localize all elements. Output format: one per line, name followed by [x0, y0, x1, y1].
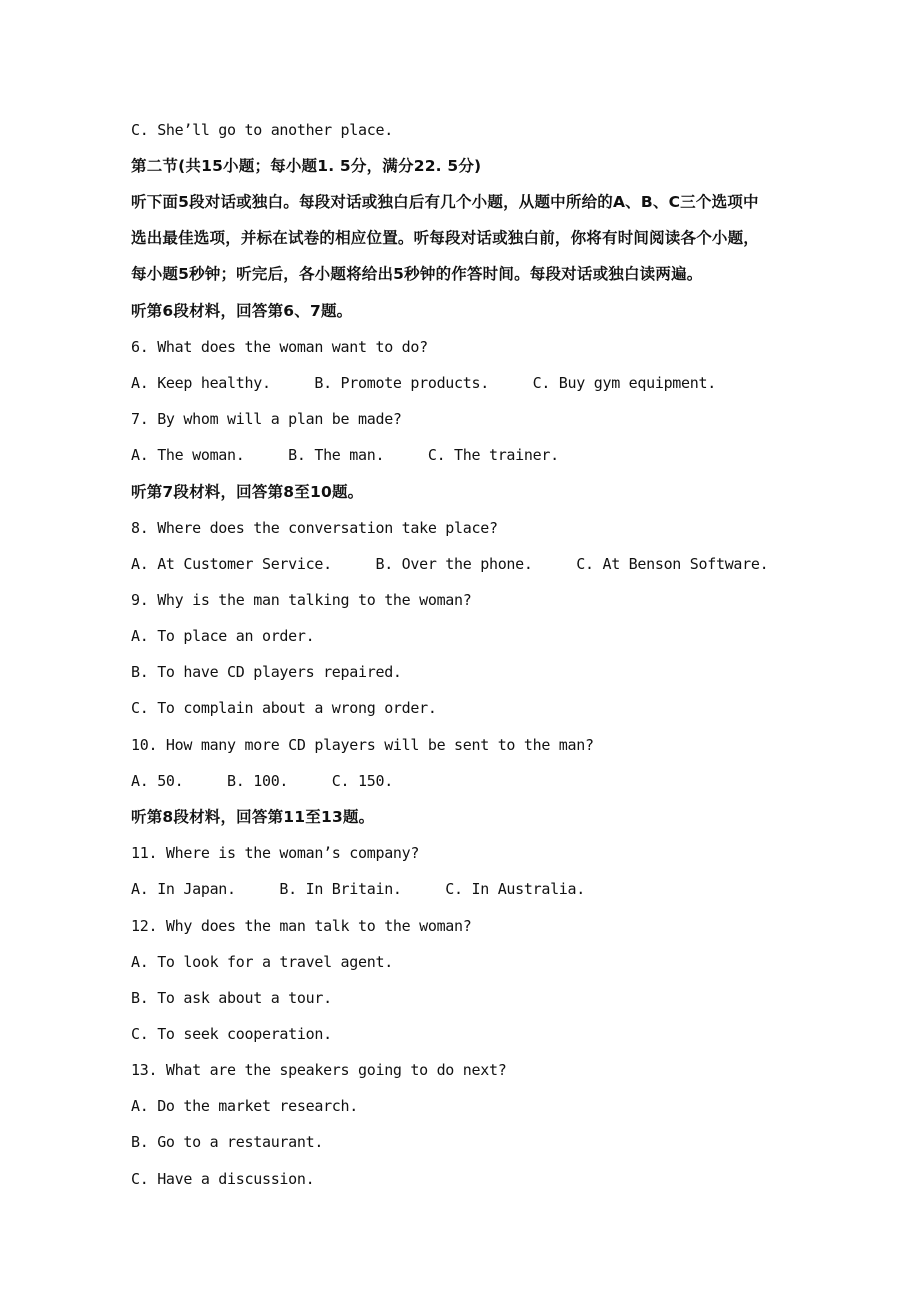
options-line: A. The woman. B. The man. C. The trainer.	[131, 446, 559, 464]
section-heading: 第二节(共15小题；每小题1. 5分，满分22. 5分)	[131, 157, 482, 175]
question-line: 11. Where is the woman’s company?	[131, 844, 420, 862]
question-line: 12. Why does the man talk to the woman?	[131, 917, 472, 935]
option-line: C. To complain about a wrong order.	[131, 699, 437, 717]
question-line: 10. How many more CD players will be sent to the man?	[131, 736, 594, 754]
option-line: A. To look for a travel agent.	[131, 953, 393, 971]
instruction-line: 每小题5秒钟；听完后，各小题将给出5秒钟的作答时间。每段对话或独白读两遍。	[131, 265, 703, 283]
question-line: 6. What does the woman want to do?	[131, 338, 428, 356]
question-line: 9. Why is the man talking to the woman?	[131, 591, 472, 609]
option-line: B. To have CD players repaired.	[131, 663, 402, 681]
options-line: A. In Japan. B. In Britain. C. In Australia.	[131, 880, 586, 898]
material-heading: 听第6段材料，回答第6、7题。	[131, 302, 353, 320]
instruction-line: 选出最佳选项，并标在试卷的相应位置。听每段对话或独白前，你将有时间阅读各个小题，	[131, 229, 760, 247]
question-line: 7. By whom will a plan be made?	[131, 410, 402, 428]
options-line: A. Keep healthy. B. Promote products. C. Buy gym equipment.	[131, 374, 716, 392]
material-heading: 听第8段材料，回答第11至13题。	[131, 808, 375, 826]
question-line: 13. What are the speakers going to do next?	[131, 1061, 507, 1079]
option-line: C. She’ll go to another place.	[131, 121, 393, 139]
options-line: A. At Customer Service. B. Over the phone. C. At Benson Software.	[131, 555, 769, 573]
material-heading: 听第7段材料，回答第8至10题。	[131, 483, 364, 501]
options-line: A. 50. B. 100. C. 150.	[131, 772, 393, 790]
option-line: A. Do the market research.	[131, 1097, 359, 1115]
option-line: C. To seek cooperation.	[131, 1025, 332, 1043]
question-line: 8. Where does the conversation take place?	[131, 519, 498, 537]
instruction-line: 听下面5段对话或独白。每段对话或独白后有几个小题，从题中所给的A、B、C三个选项中	[131, 193, 759, 211]
option-line: B. Go to a restaurant.	[131, 1133, 324, 1151]
option-line: B. To ask about a tour.	[131, 989, 332, 1007]
option-line: A. To place an order.	[131, 627, 315, 645]
option-line: C. Have a discussion.	[131, 1170, 315, 1188]
